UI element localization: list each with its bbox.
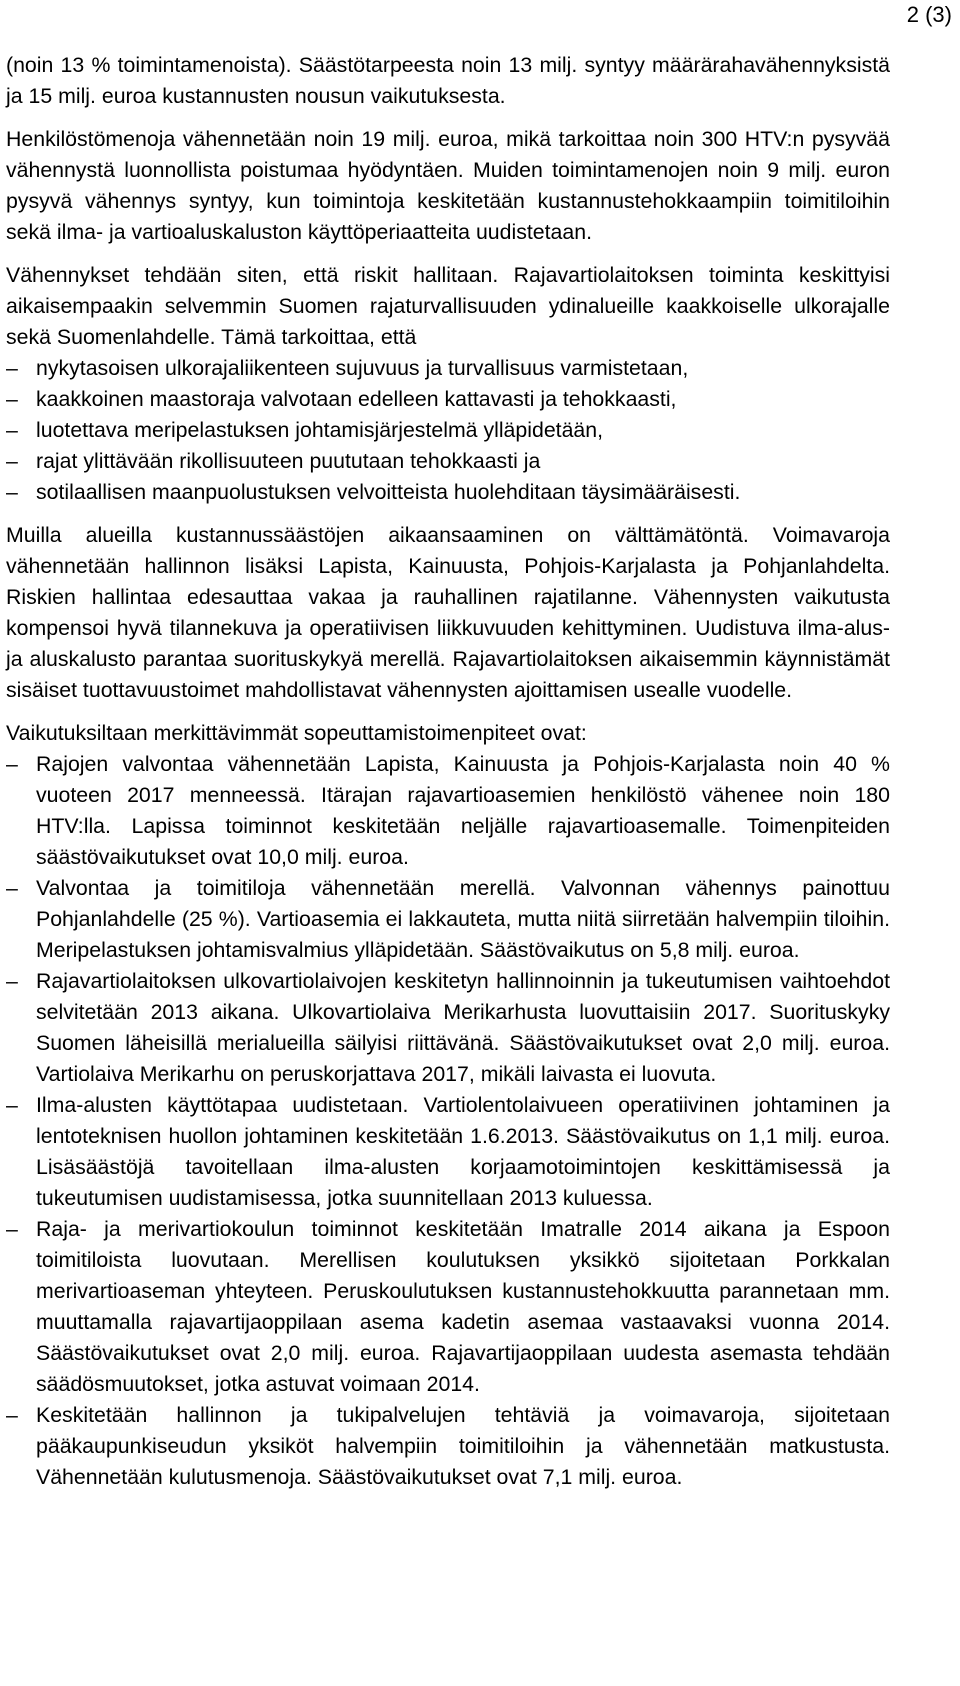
dash-bullet-icon: – bbox=[6, 449, 18, 473]
list-item bbox=[6, 477, 890, 508]
risk-measures-list bbox=[6, 353, 890, 508]
list-item bbox=[6, 446, 890, 477]
list-item bbox=[6, 353, 890, 384]
adjustment-measures-list bbox=[6, 749, 890, 1493]
personnel-costs-paragraph: Henkilöstömenoja vähennetään noin 19 milj. euroa, mikä tarkoittaa noin 300 HTV:n pysyvää vähennystä luonnollista poistumaa hyödyntäen. Muiden toimintamenojen noin 9 milj. euron pysyvä vähennys syntyy, kun toimintoja keskitetään kustannustehokkaampiin toimitiloihin sekä ilma- ja vartioaluskaluston käyttöperiaatteita uudistetaan. bbox=[6, 127, 890, 244]
list-item bbox=[6, 749, 890, 873]
dash-bullet-icon: – bbox=[6, 480, 18, 504]
list-item-text: nykytasoisen ulkorajaliikenteen sujuvuus ja turvallisuus varmistetaan, bbox=[36, 356, 689, 380]
measures-heading: Vaikutuksiltaan merkittävimmät sopeuttamistoimenpiteet ovat: bbox=[6, 721, 587, 745]
list-item-text: Raja- ja merivartiokoulun toiminnot keskitetään Imatralle 2014 aikana ja Espoon toimitiloista luovutaan. Merellisen koulutuksen yksikkö sijoitetaan Porkkalan merivartioaseman yhteyteen. Peruskoulutuksen kustannustehokkuutta parannetaan mm. muuttamalla rajavartijaoppilaan asema kadetin asemaa vastaavaksi vuonna 2014. Säästövaikutukset ovat 2,0 milj. euroa. Rajavartijaoppilaan uudesta asemasta tehdään säädösmuutokset, jotka astuvat voimaan 2014. bbox=[36, 1217, 890, 1396]
dash-bullet-icon: – bbox=[6, 752, 18, 776]
document-body bbox=[6, 50, 890, 1493]
dash-bullet-icon: – bbox=[6, 1217, 18, 1241]
list-item-text: kaakkoinen maastoraja valvotaan edelleen kattavasti ja tehokkaasti, bbox=[36, 387, 677, 411]
dash-bullet-icon: – bbox=[6, 387, 18, 411]
list-item bbox=[6, 1090, 890, 1214]
dash-bullet-icon: – bbox=[6, 356, 18, 380]
list-item-text: Rajavartiolaitoksen ulkovartiolaivojen keskitetyn hallinnoinnin ja tukeutumisen vaihtoehdot selvitetään 2013 aikana. Ulkovartiolaiva Merikarhusta luovuttaisiin 2017. Suorituskyky Suomen läheisillä merialueilla säilyisi riittävänä. Säästövaikutukset ovat 2,0 milj. euroa. Vartiolaiva Merikarhu on peruskorjattava 2017, mikäli laivasta ei luovuta. bbox=[36, 969, 890, 1086]
page-number: 2 (3) bbox=[906, 2, 952, 27]
list-item bbox=[6, 415, 890, 446]
list-item-text: Keskitetään hallinnon ja tukipalvelujen tehtäviä ja voimavaroja, sijoitetaan pääkaupunkiseudun yksiköt halvempiin toimitiloihin ja vähennetään matkustusta. Vähennetään kulutusmenoja. Säästövaikutukset ovat 7,1 milj. euroa. bbox=[36, 1403, 890, 1489]
list-item bbox=[6, 1214, 890, 1400]
dash-bullet-icon: – bbox=[6, 1403, 18, 1427]
dash-bullet-icon: – bbox=[6, 876, 18, 900]
list-item-text: Valvontaa ja toimitiloja vähennetään merellä. Valvonnan vähennys painottuu Pohjanlahdelle (25 %). Vartioasemia ei lakkauteta, mutta niitä siirretään halvempiin tiloihin. Meripelastuksen johtamisvalmius ylläpidetään. Säästövaikutus on 5,8 milj. euroa. bbox=[36, 876, 890, 962]
dash-bullet-icon: – bbox=[6, 1093, 18, 1117]
list-item bbox=[6, 873, 890, 966]
list-item bbox=[6, 384, 890, 415]
dash-bullet-icon: – bbox=[6, 969, 18, 993]
list-item-text: sotilaallisen maanpuolustuksen velvoitteista huolehditaan täysimääräisesti. bbox=[36, 480, 741, 504]
other-areas-paragraph: Muilla alueilla kustannussäästöjen aikaansaaminen on välttämätöntä. Voimavaroja vähennetään hallinnon lisäksi Lapista, Kainuusta, Pohjois-Karjalasta ja Pohjanlahdelta. Riskien hallintaa edesauttaa vakaa ja rauhallinen rajatilanne. Vähennysten vaikutusta kompensoi hyvä tilannekuva ja operatiivisen liikkuvuuden kehittyminen. Uudistuva ilma-alus- ja aluskalusto parantaa suorituskykyä merellä. Rajavartiolaitoksen aikaisemmin käynnistämät sisäiset tuottavuustoimet mahdollistavat vähennysten ajoittamisen usealle vuodelle. bbox=[6, 523, 890, 702]
list-item-text: Rajojen valvontaa vähennetään Lapista, Kainuusta ja Pohjois-Karjalasta noin 40 % vuoteen 2017 menneessä. Itärajan rajavartioasemien henkilöstö vähenee noin 180 HTV:lla. Lapissa toiminnot keskitetään neljälle rajavartioasemalle. Toimenpiteiden säästövaikutukset ovat 10,0 milj. euroa. bbox=[36, 752, 890, 869]
list-item-text: Ilma-alusten käyttötapaa uudistetaan. Vartiolentolaivueen operatiivinen johtaminen ja lentoteknisen huollon johtaminen keskitetään 1.6.2013. Säästövaikutus on 1,1 milj. euroa. Lisäsäästöjä tavoitellaan ilma-alusten korjaamotoimintojen keskittämisessä ja tukeutumisen uudistamisessa, jotka suunnitellaan 2013 kuluessa. bbox=[36, 1093, 890, 1210]
list-item-text: rajat ylittävään rikollisuuteen puututaan tehokkaasti ja bbox=[36, 449, 541, 473]
risk-management-paragraph: Vähennykset tehdään siten, että riskit hallitaan. Rajavartiolaitoksen toiminta keskittyisi aikaisempaakin selvemmin Suomen rajaturvallisuuden ydinalueille kaakkoiselle ulkorajalle sekä Suomenlahdelle. Tämä tarkoittaa, että bbox=[6, 263, 890, 349]
dash-bullet-icon: – bbox=[6, 418, 18, 442]
list-item bbox=[6, 1400, 890, 1493]
list-item-text: luotettava meripelastuksen johtamisjärjestelmä ylläpidetään, bbox=[36, 418, 604, 442]
intro-paragraph: (noin 13 % toimintamenoista). Säästötarpeesta noin 13 milj. syntyy määrärahavähennyksistä ja 15 milj. euroa kustannusten nousun vaikutuksesta. bbox=[6, 53, 890, 108]
list-item bbox=[6, 966, 890, 1090]
